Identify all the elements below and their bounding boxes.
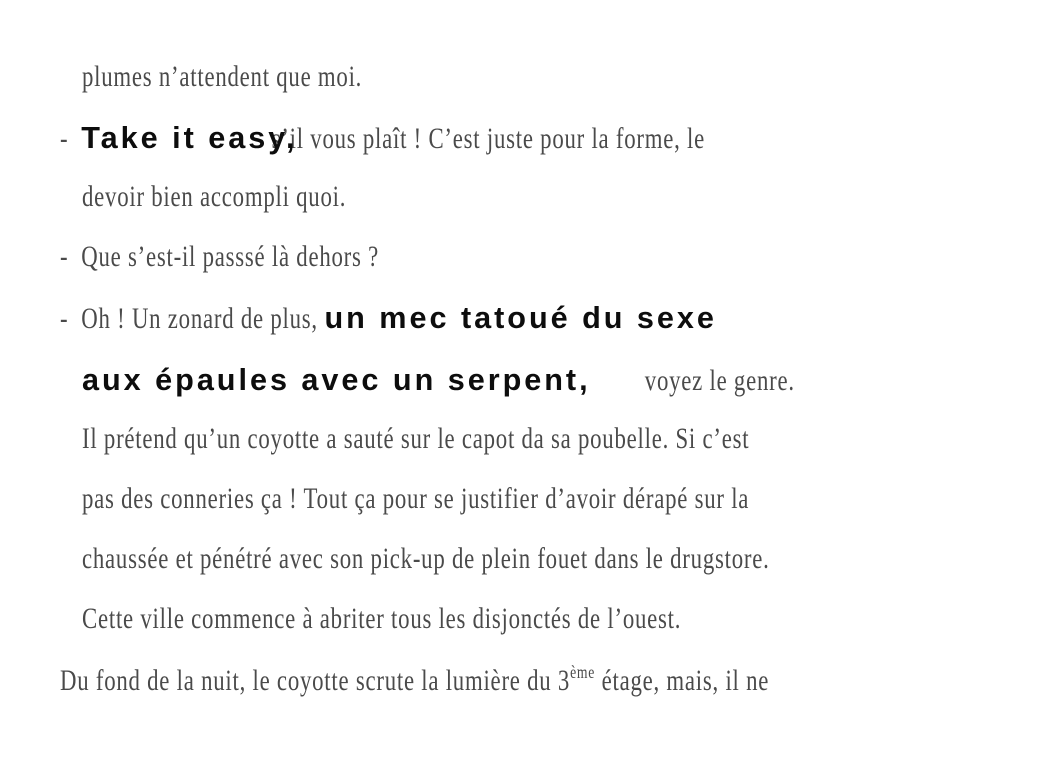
text-line-4: - Que s’est-il passsé là dehors ?: [60, 240, 379, 273]
text-line-6: aux épaules avec un serpent, voyez le genre.: [82, 362, 795, 397]
text-line-2: - Take it easy, s’il vous plaît ! C’est juste pour la forme, le: [60, 120, 706, 155]
bold-phrase: aux épaules avec un serpent,: [82, 362, 591, 397]
dialogue-dash: -: [60, 302, 69, 335]
text-line-7: Il prétend qu’un coyotte a sauté sur le capot da sa poubelle. Si c’est: [82, 422, 750, 455]
bold-phrase: un mec tatoué du sexe: [324, 300, 717, 335]
dialogue-dash: -: [60, 122, 69, 155]
text-line-5: - Oh ! Un zonard de plus, un mec tatoué du sexe: [60, 300, 717, 335]
text-line-1: plumes n’attendent que moi.: [82, 60, 363, 93]
text-line-10: Cette ville commence à abriter tous les disjonctés de l’ouest.: [82, 602, 682, 635]
text-line-8: pas des conneries ça ! Tout ça pour se justifier d’avoir dérapé sur la: [82, 482, 750, 515]
text-line-3: devoir bien accompli quoi.: [82, 180, 347, 213]
text-line-11: Du fond de la nuit, le coyotte scrute la lumière du 3ème étage, mais, il ne: [60, 662, 770, 697]
ordinal-superscript: ème: [570, 662, 596, 682]
text-line-9: chaussée et pénétré avec son pick-up de plein fouet dans le drugstore.: [82, 542, 770, 575]
bold-phrase: Take it easy,: [81, 120, 298, 155]
dialogue-dash: -: [60, 240, 69, 273]
